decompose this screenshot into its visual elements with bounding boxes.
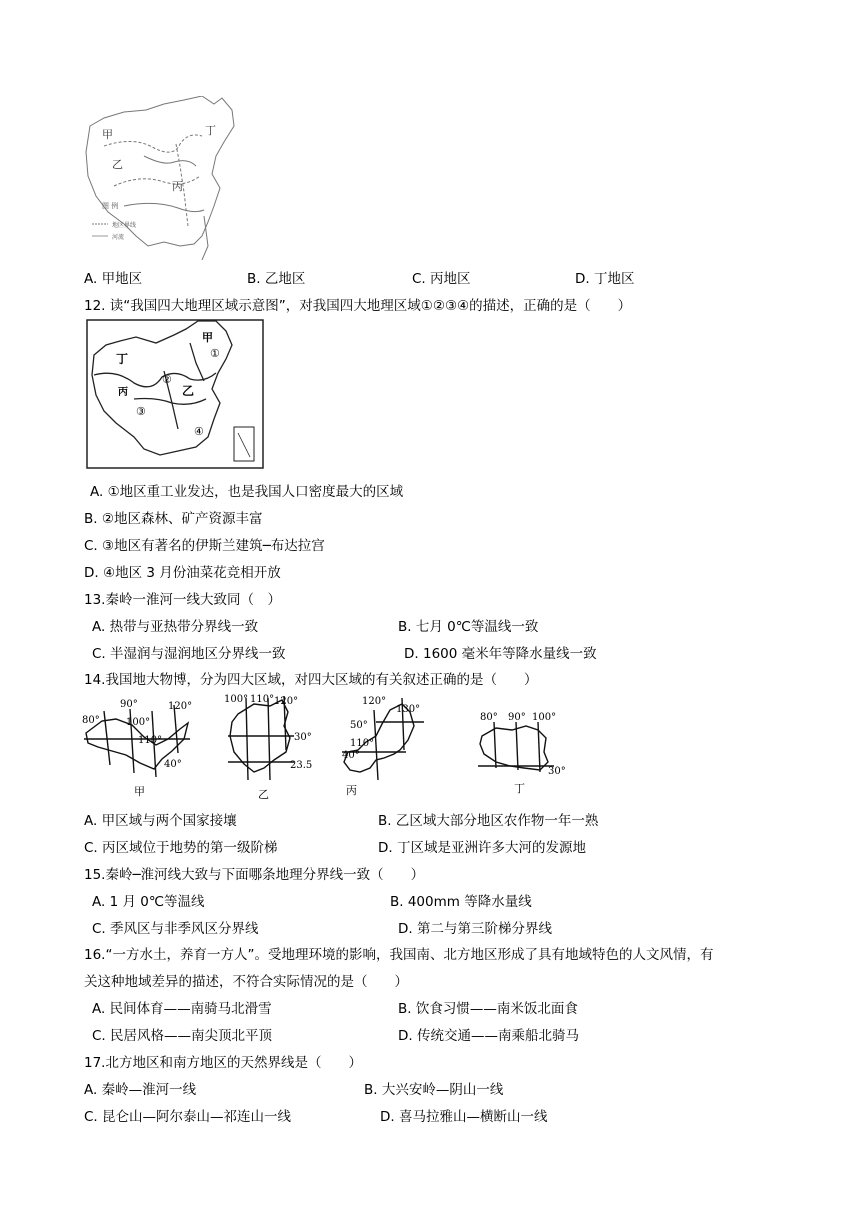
q14-map-jia [82,693,194,797]
q13-stem: 13.秦岭一淮河一线大致同（ ） [84,592,281,608]
q14-ding-label-80: 80° [480,712,498,723]
q15-option-b[interactable]: B. 400mm 等降水量线 [390,894,532,910]
q11-legend-boundary: 地区界线 [112,222,137,229]
q11-label-jia: 甲 [102,128,113,141]
q14-ding-caption: 丁 [514,782,525,795]
q14-bing-label-120: 120° [362,696,387,707]
q16-option-c[interactable]: C. 民居风格——南尖顶北平顶 [92,1028,273,1044]
q12-option-c[interactable]: C. ③地区有著名的伊斯兰建筑─布达拉宫 [84,538,325,554]
q14-ding-label-100: 100° [532,712,557,723]
q16-option-d[interactable]: D. 传统交通——南乘船北骑马 [398,1028,579,1044]
q14-jia-label-90: 90° [120,699,138,710]
q13-option-d[interactable]: D. 1600 毫米年等降水量线一致 [404,646,597,662]
q12-label-3: ③ [136,405,146,418]
q16-stem-line1: 16.“一方水土，养育一方人”。受地理环境的影响，我国南、北方地区形成了具有地域特色的人文风情，有 [84,947,714,963]
q11-label-bing: 丙 [172,180,183,193]
q13-option-a[interactable]: A. 热带与亚热带分界线一致 [92,619,259,635]
q14-yi-label-120: 120° [274,696,299,707]
q12-region-map [86,319,264,469]
q12-option-d[interactable]: D. ④地区 3 月份油菜花竞相开放 [84,565,281,581]
q14-stem: 14.我国地大物博，分为四大区域，对四大区域的有关叙述正确的是（ ） [84,672,538,688]
q14-bing-label-130: 130° [396,704,421,715]
q14-map-bing [340,690,436,802]
q11-region-map [84,96,239,260]
q14-map-yi [224,690,320,802]
q14-jia-label-100: 100° [126,717,151,728]
q12-stem: 12. 读“我国四大地理区域示意图”，对我国四大地理区域①②③④的描述，正确的是（ ） [84,298,632,314]
q14-ding-label-30: 30° [548,766,566,777]
q14-yi-label-110: 110° [250,694,275,705]
q14-yi-label-23: 23.5 [290,760,313,771]
q14-option-c[interactable]: C. 丙区域位于地势的第一级阶梯 [84,840,278,856]
q11-label-ding: 丁 [205,124,216,137]
q11-label-yi: 乙 [112,158,123,171]
q15-option-c[interactable]: C. 季风区与非季风区分界线 [92,921,259,937]
q17-option-d[interactable]: D. 喜马拉雅山—横断山一线 [380,1109,548,1125]
q11-legend-title: 图 例 [102,202,119,210]
q17-stem: 17.北方地区和南方地区的天然界线是（ ） [84,1055,362,1071]
q12-label-jia: 甲 [202,331,213,344]
q14-bing-label-50: 50° [350,720,368,731]
q16-option-a[interactable]: A. 民间体育——南骑马北滑雪 [92,1001,272,1017]
q11-option-a[interactable]: A. 甲地区 [84,271,143,287]
q14-jia-label-110: 110° [138,735,163,746]
q17-option-c[interactable]: C. 昆仑山—阿尔泰山—祁连山一线 [84,1109,292,1125]
q12-option-b[interactable]: B. ②地区森林、矿产资源丰富 [84,511,263,527]
q15-option-d[interactable]: D. 第二与第三阶梯分界线 [398,921,552,937]
q14-bing-caption: 丙 [346,784,357,797]
q14-jia-label-80: 80° [82,715,100,726]
q12-label-1: ① [210,347,220,360]
q12-label-2: ② [162,373,172,386]
q14-jia-caption: 甲 [134,785,145,797]
q14-option-b[interactable]: B. 乙区域大部分地区农作物一年一熟 [378,813,599,829]
q11-option-b[interactable]: B. 乙地区 [247,271,306,287]
q14-map-ding [474,708,574,798]
q12-option-a[interactable]: A. ①地区重工业发达，也是我国人口密度最大的区域 [90,484,404,500]
q11-option-c[interactable]: C. 丙地区 [412,271,471,287]
q16-stem-line2: 关这种地域差异的描述，不符合实际情况的是（ ） [84,974,408,990]
q13-option-b[interactable]: B. 七月 0℃等温线一致 [398,619,539,635]
q14-ding-label-90: 90° [508,712,526,723]
q15-stem: 15.秦岭─淮河线大致与下面哪条地理分界线一致（ ） [84,867,425,883]
q17-option-b[interactable]: B. 大兴安岭—阴山一线 [364,1082,504,1098]
q14-bing-label-40: 40° [342,750,360,761]
q14-yi-caption: 乙 [258,788,269,801]
q14-yi-label-30: 30° [294,732,312,743]
q17-option-a[interactable]: A. 秦岭—淮河一线 [84,1082,197,1098]
q12-label-yi: 乙 [182,384,195,398]
q11-option-d[interactable]: D. 丁地区 [575,271,635,287]
q12-label-4: ④ [194,425,204,438]
q12-label-bing: 丙 [118,387,128,398]
q13-option-c[interactable]: C. 半湿润与湿润地区分界线一致 [92,646,286,662]
q16-option-b[interactable]: B. 饮食习惯——南米饭北面食 [398,1001,578,1017]
q14-option-d[interactable]: D. 丁区域是亚洲许多大河的发源地 [378,840,586,856]
q12-label-ding: 丁 [116,352,129,366]
q14-jia-label-40: 40° [164,759,182,770]
q14-jia-label-120: 120° [168,701,193,712]
q14-bing-label-110: 110° [350,738,375,749]
q15-option-a[interactable]: A. 1 月 0℃等温线 [92,894,205,910]
q14-yi-label-100: 100° [224,694,249,705]
q14-option-a[interactable]: A. 甲区域与两个国家接壤 [84,813,237,829]
q11-legend-river: 河流 [112,234,125,241]
